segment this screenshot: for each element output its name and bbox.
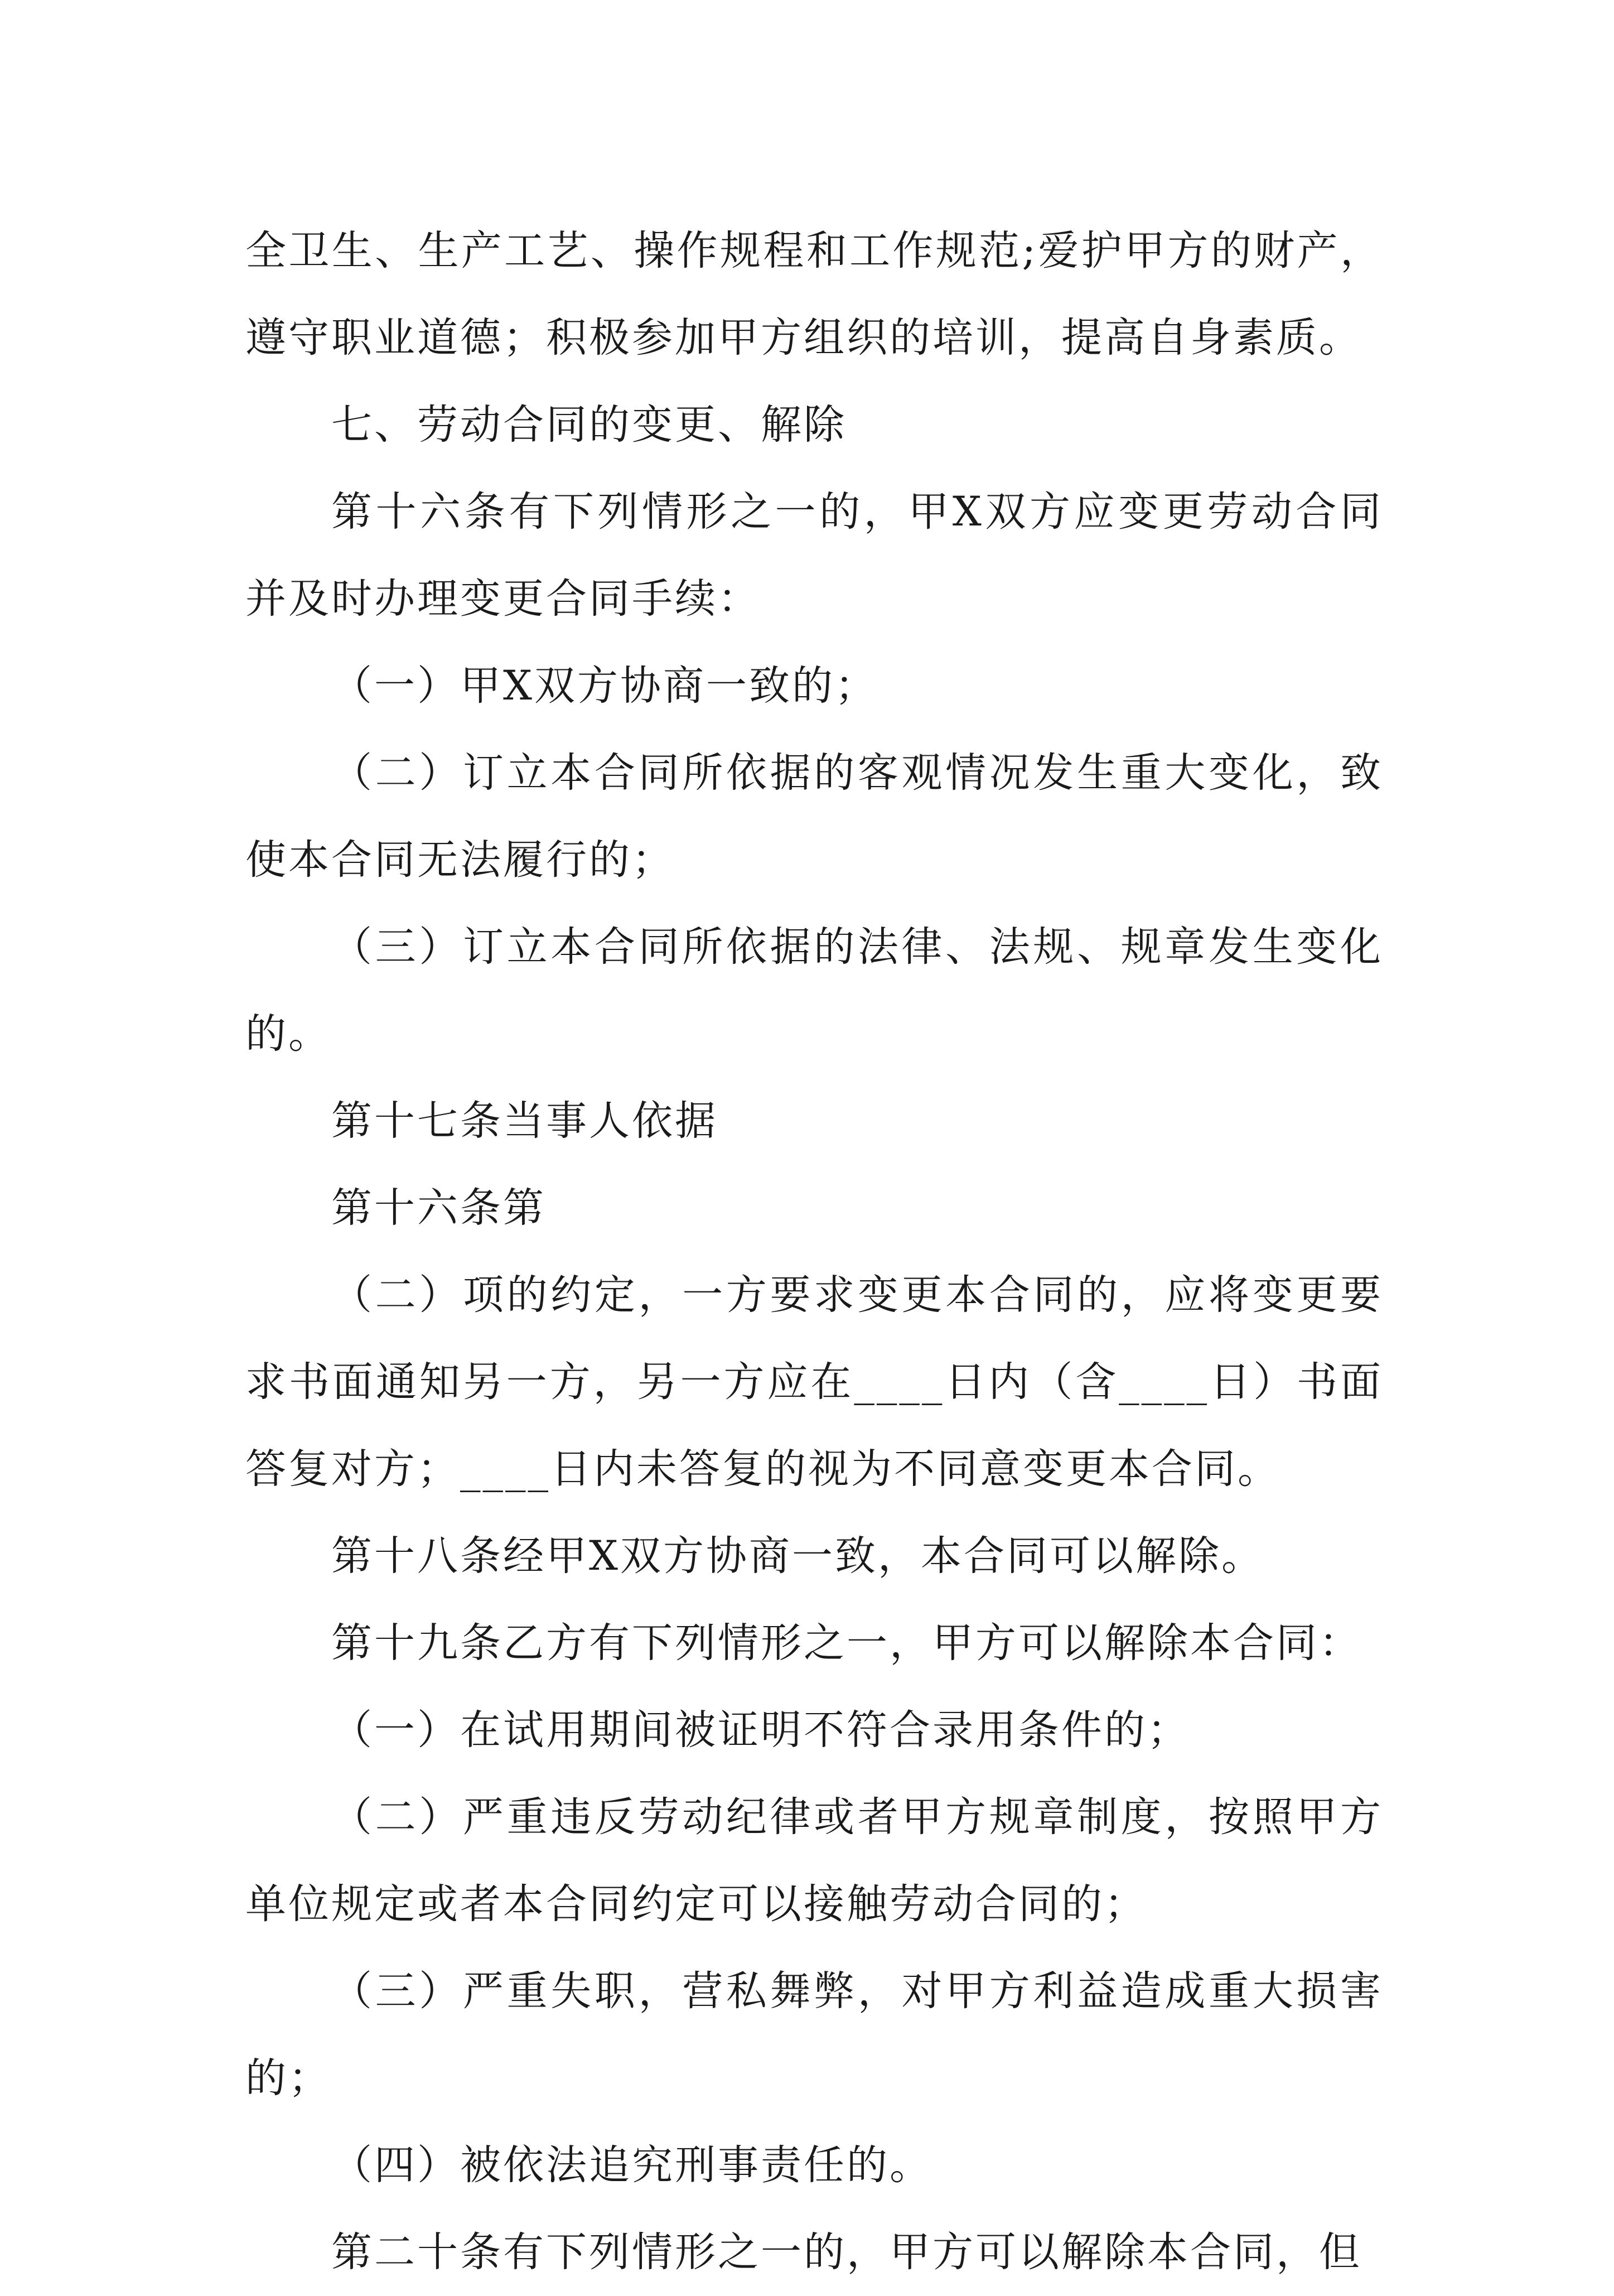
paragraph-safety-duties: 全卫生、生产工艺、操作规程和工作规范;爱护甲方的财产，遵守职业道德；积极参加甲方组织的培训，提高自身素质。 [245,227,1383,361]
article-16-item-2: （二）订立本合同所依据的客观情况发生重大变化，致使本合同无法履行的； [245,749,1383,884]
article-16: 第十六条有下列情形之一的，甲X双方应变更劳动合同并及时办理变更合同手续： [245,488,1383,623]
article-17-reference: 第十六条第 [331,1184,546,1232]
article-17: 第十七条当事人依据 [331,1097,718,1145]
article-19-item-2: （二）严重违反劳动纪律或者甲方规章制度，按照甲方单位规定或者本合同约定可以接触劳动合同的； [245,1793,1383,1928]
article-19-item-1: （一）在试用期间被证明不符合录用条件的； [331,1706,1190,1754]
article-19-item-4: （四）被依法追究刑事责任的。 [331,2141,932,2189]
document-body [245,208,1383,2296]
section-heading-contract-change: 七、劳动合同的变更、解除 [331,401,847,448]
article-16-item-3: （三）订立本合同所依据的法律、法规、规章发生变化的。 [245,923,1383,1058]
article-20: 第二十条有下列情形之一的，甲方可以解除本合同，但 [331,2229,1362,2276]
article-19: 第十九条乙方有下列情形之一，甲方可以解除本合同： [331,1619,1362,1667]
article-18: 第十八条经甲X双方协商一致，本合同可以解除。 [331,1532,1264,1580]
article-17-content: （二）项的约定，一方要求变更本合同的，应将变更要求书面通知另一方，另一方应在____日内（含____日）书面答复对方；____日内未答复的视为不同意变更本合同。 [245,1271,1383,1493]
article-19-item-3: （三）严重失职，营私舞弊，对甲方利益造成重大损害的； [245,1967,1383,2102]
article-16-item-1: （一）甲X双方协商一致的； [331,662,878,710]
